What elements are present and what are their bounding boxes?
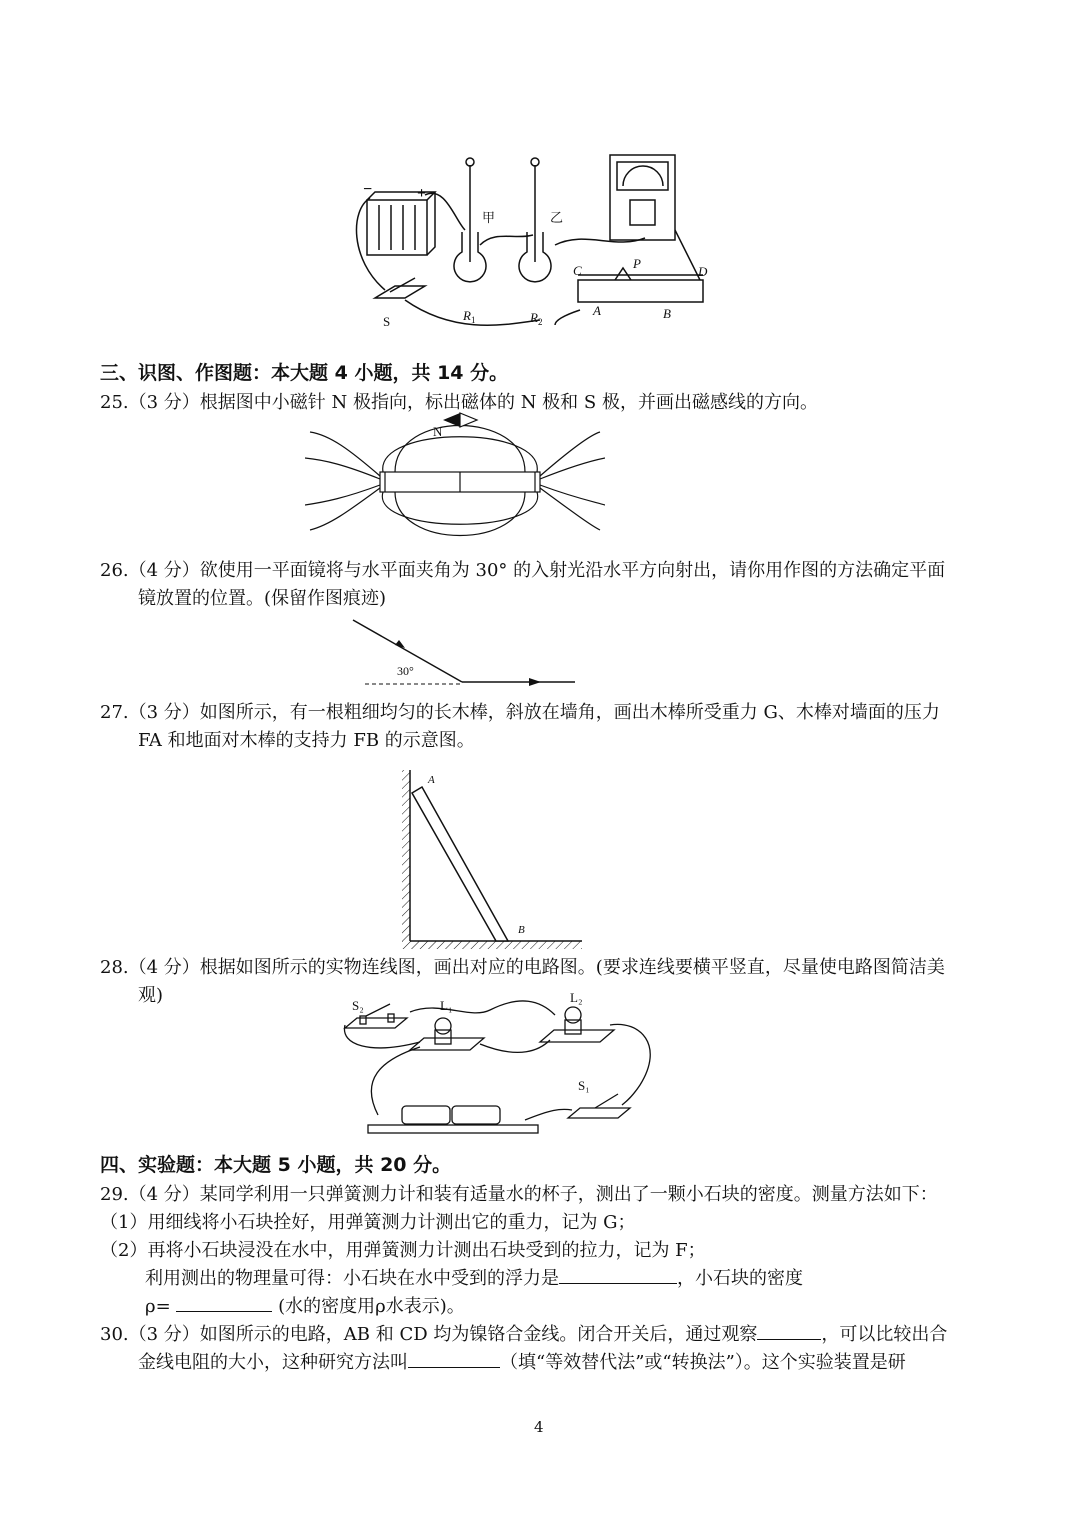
- density-prompt: ，小石块的密度: [677, 1268, 803, 1289]
- q30-text-a: 30.（3 分）如图所示的电路，AB 和 CD 均为镍铬合金线。闭合开关后，通过观察: [100, 1324, 758, 1345]
- observe-blank[interactable]: [757, 1321, 821, 1340]
- svg-text:+: +: [417, 185, 427, 202]
- svg-text:L₂: L₂: [570, 990, 583, 1005]
- wooden-stick: [412, 787, 508, 941]
- question-29-line5: [145, 1293, 465, 1320]
- q30-text-d: （填“等效替代法”或“转换法”）。这个实验装置是研: [500, 1352, 906, 1373]
- question-29-step1: （1）用细线将小石块拴好，用弹簧测力计测出它的重力，记为 G；: [100, 1212, 636, 1233]
- switch-s1: [568, 1108, 630, 1118]
- svg-text:P: P: [633, 256, 641, 271]
- question-27-line2: FA 和地面对木棒的支持力 FB 的示意图。: [138, 730, 475, 751]
- light-ray-figure-26: [345, 612, 615, 690]
- question-30-line2: [138, 1349, 906, 1376]
- svg-text:R: R: [530, 310, 538, 325]
- section-3-title: 三、识图、作图题：本大题 4 小题，共 14 分。: [100, 362, 509, 384]
- question-30-line1: [100, 1321, 947, 1348]
- q30-text-b: ，可以比较出合: [821, 1324, 948, 1345]
- svg-text:S₁: S₁: [578, 1078, 590, 1093]
- svg-text:甲: 甲: [482, 210, 496, 225]
- switch-s2: [345, 1018, 407, 1028]
- ground: [402, 941, 582, 949]
- question-25: 25.（3 分）根据图中小磁针 N 极指向，标出磁体的 N 极和 S 极，并画出磁感线的方向。: [100, 392, 818, 413]
- rheostat: [578, 280, 703, 302]
- svg-text:R: R: [463, 308, 471, 323]
- ammeter: [610, 155, 675, 240]
- stick-figure-27: [400, 765, 585, 950]
- battery: [367, 200, 427, 255]
- svg-text:乙: 乙: [550, 210, 564, 225]
- svg-text:−: −: [363, 181, 373, 198]
- lamp-l2: [540, 1030, 614, 1042]
- svg-text:B: B: [518, 924, 525, 936]
- svg-text:A: A: [593, 303, 601, 318]
- page-number: 4: [534, 1418, 544, 1436]
- svg-text:L₁: L₁: [440, 998, 453, 1013]
- question-26-line2: 镜放置的位置。(保留作图痕迹): [138, 588, 387, 609]
- circuit-figure-28: [340, 990, 660, 1135]
- svg-text:30°: 30°: [397, 664, 414, 678]
- svg-text:2: 2: [538, 317, 543, 327]
- svg-text:N: N: [433, 424, 443, 439]
- buoyancy-prompt: 利用测出的物理量可得：小石块在水中受到的浮力是: [145, 1268, 559, 1289]
- question-26-line1: 26.（4 分）欲使用一平面镜将与水平面夹角为 30° 的入射光沿水平方向射出，请你用作图的方法确定平面: [100, 560, 946, 581]
- svg-text:S: S: [383, 314, 391, 329]
- buoyancy-blank[interactable]: [559, 1265, 677, 1284]
- svg-text:D: D: [698, 264, 708, 279]
- magnet-figure-25: [305, 410, 605, 550]
- svg-text:A: A: [428, 774, 435, 786]
- compass-needle: [443, 413, 477, 427]
- battery-box: [368, 1125, 538, 1133]
- question-27-line1: 27.（3 分）如图所示，有一根粗细均匀的长木棒，斜放在墙角，画出木棒所受重力 G、木棒对墙面的压力: [100, 702, 940, 723]
- section-4-title: 四、实验题：本大题 5 小题，共 20 分。: [100, 1154, 452, 1176]
- method-blank[interactable]: [408, 1349, 500, 1368]
- q30-text-c: 金线电阻的大小，这种研究方法叫: [138, 1352, 408, 1373]
- rho-label: ρ=: [145, 1296, 171, 1317]
- circuit-figure-24: [345, 150, 735, 335]
- question-28-line2: 观): [138, 985, 164, 1006]
- question-29-line4: [145, 1265, 803, 1292]
- question-29-step2: （2）再将小石块浸没在水中，用弹簧测力计测出石块受到的拉力，记为 F；: [100, 1240, 706, 1261]
- question-28-line1: 28.（4 分）根据如图所示的实物连线图，画出对应的电路图。(要求连线要横平竖直，尽量使电路图简洁美: [100, 957, 945, 978]
- svg-text:B: B: [663, 306, 671, 321]
- wall: [402, 770, 410, 942]
- svg-text:C: C: [573, 263, 582, 278]
- svg-text:1: 1: [471, 315, 476, 325]
- question-29-line1: 29.（4 分）某同学利用一只弹簧测力计和装有适量水的杯子，测出了一颗小石块的密度。测量方法如下：: [100, 1184, 938, 1205]
- svg-text:S₂: S₂: [352, 998, 364, 1013]
- water-density-note: (水的密度用ρ水表示)。: [278, 1296, 465, 1317]
- density-blank[interactable]: [176, 1293, 272, 1312]
